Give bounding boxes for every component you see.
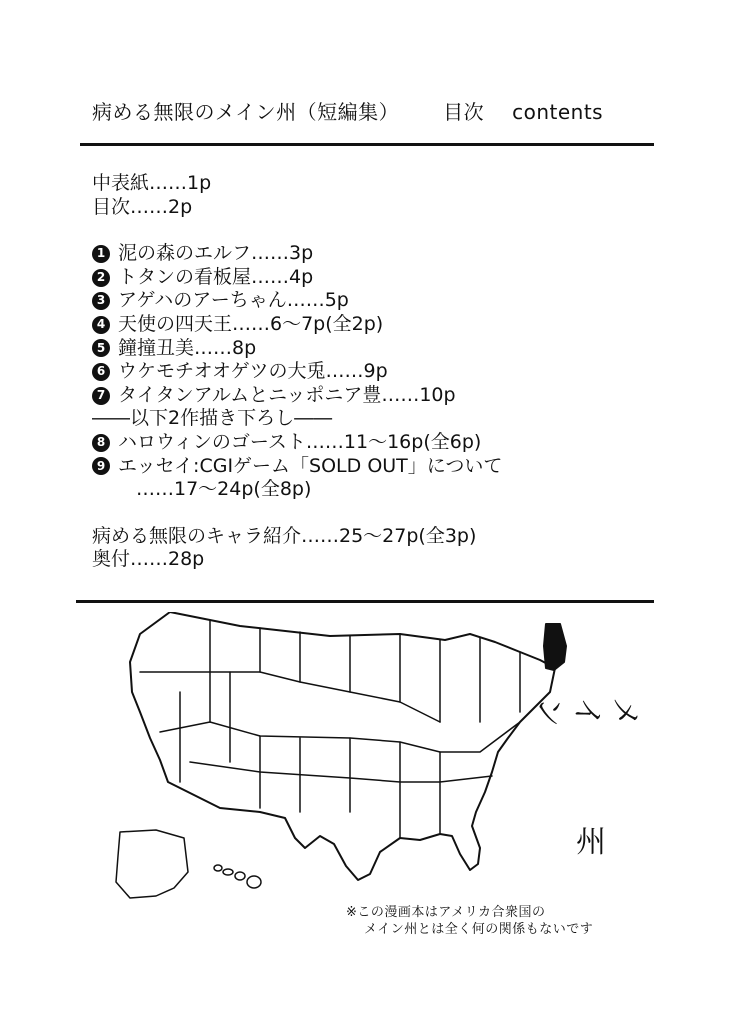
alaska-inset	[116, 830, 188, 898]
middle-divider	[76, 600, 654, 603]
toc-item-text: 泥の森のエルフ……3p	[118, 242, 314, 265]
toc-item	[92, 289, 682, 313]
item-number-badge: 3	[92, 292, 110, 310]
toc-colophon: 奥付……28p	[92, 548, 205, 571]
toc-item-text: トタンの看板屋……4p	[118, 265, 314, 288]
item-number-badge: 2	[92, 269, 110, 287]
toc-item	[92, 313, 682, 337]
toc-divider-text: ――以下2作描き下ろし――	[92, 407, 333, 430]
toc-item-continuation: ……17～24p(全8p)	[136, 478, 312, 501]
toc-characters: 病める無限のキャラ紹介……25～27p(全3p)	[92, 524, 477, 547]
toc-list	[92, 172, 682, 572]
book-title: 病める無限のメイン州（短編集）	[92, 100, 400, 124]
toc-contents: 目次……2p	[92, 195, 193, 218]
toc-item	[92, 384, 682, 408]
hawaii-inset	[214, 865, 261, 888]
toc-heading-en: contents	[512, 100, 604, 124]
maine-highlight	[544, 624, 566, 670]
item-number-badge: 8	[92, 434, 110, 452]
disclaimer-note	[346, 904, 666, 938]
toc-item-text: アゲハのアーちゃん……5p	[118, 289, 349, 312]
toc-inner-cover: 中表紙……1p	[92, 172, 212, 194]
toc-heading: 目次	[443, 100, 485, 124]
item-number-badge: 4	[92, 316, 110, 334]
toc-item	[92, 431, 682, 455]
item-number-badge: 9	[92, 457, 110, 475]
page-header	[92, 96, 652, 125]
top-divider	[80, 143, 654, 146]
disclaimer-line-1: ※この漫画本はアメリカ合衆国の	[346, 905, 546, 920]
item-number-badge: 7	[92, 387, 110, 405]
disclaimer-line-2: メイン州とは全く何の関係もないです	[364, 922, 594, 937]
usa-outline	[130, 612, 555, 880]
toc-item	[92, 266, 682, 290]
toc-item-text: 天使の四天王……6～7p(全2p)	[118, 312, 384, 335]
toc-item-text: ハロウィンのゴースト……11～16p(全6p)	[118, 430, 482, 453]
toc-item-text: エッセイ:CGIゲーム「SOLD OUT」について	[118, 454, 503, 477]
toc-item	[92, 360, 682, 384]
toc-item-text: タイタンアルムとニッポニア豊……10p	[118, 383, 456, 406]
toc-item	[92, 455, 682, 479]
item-number-badge: 6	[92, 363, 110, 381]
toc-item	[92, 242, 682, 266]
item-number-badge: 1	[92, 245, 110, 263]
item-number-badge: 5	[92, 339, 110, 357]
maine-label-vertical: メイン	[531, 697, 642, 727]
toc-item-text: 鐘撞丑美……8p	[118, 336, 257, 359]
toc-item	[92, 337, 682, 361]
toc-item-text: ウケモチオオゲツの大兎……9p	[118, 360, 388, 383]
maine-label-state: 州	[576, 825, 606, 860]
